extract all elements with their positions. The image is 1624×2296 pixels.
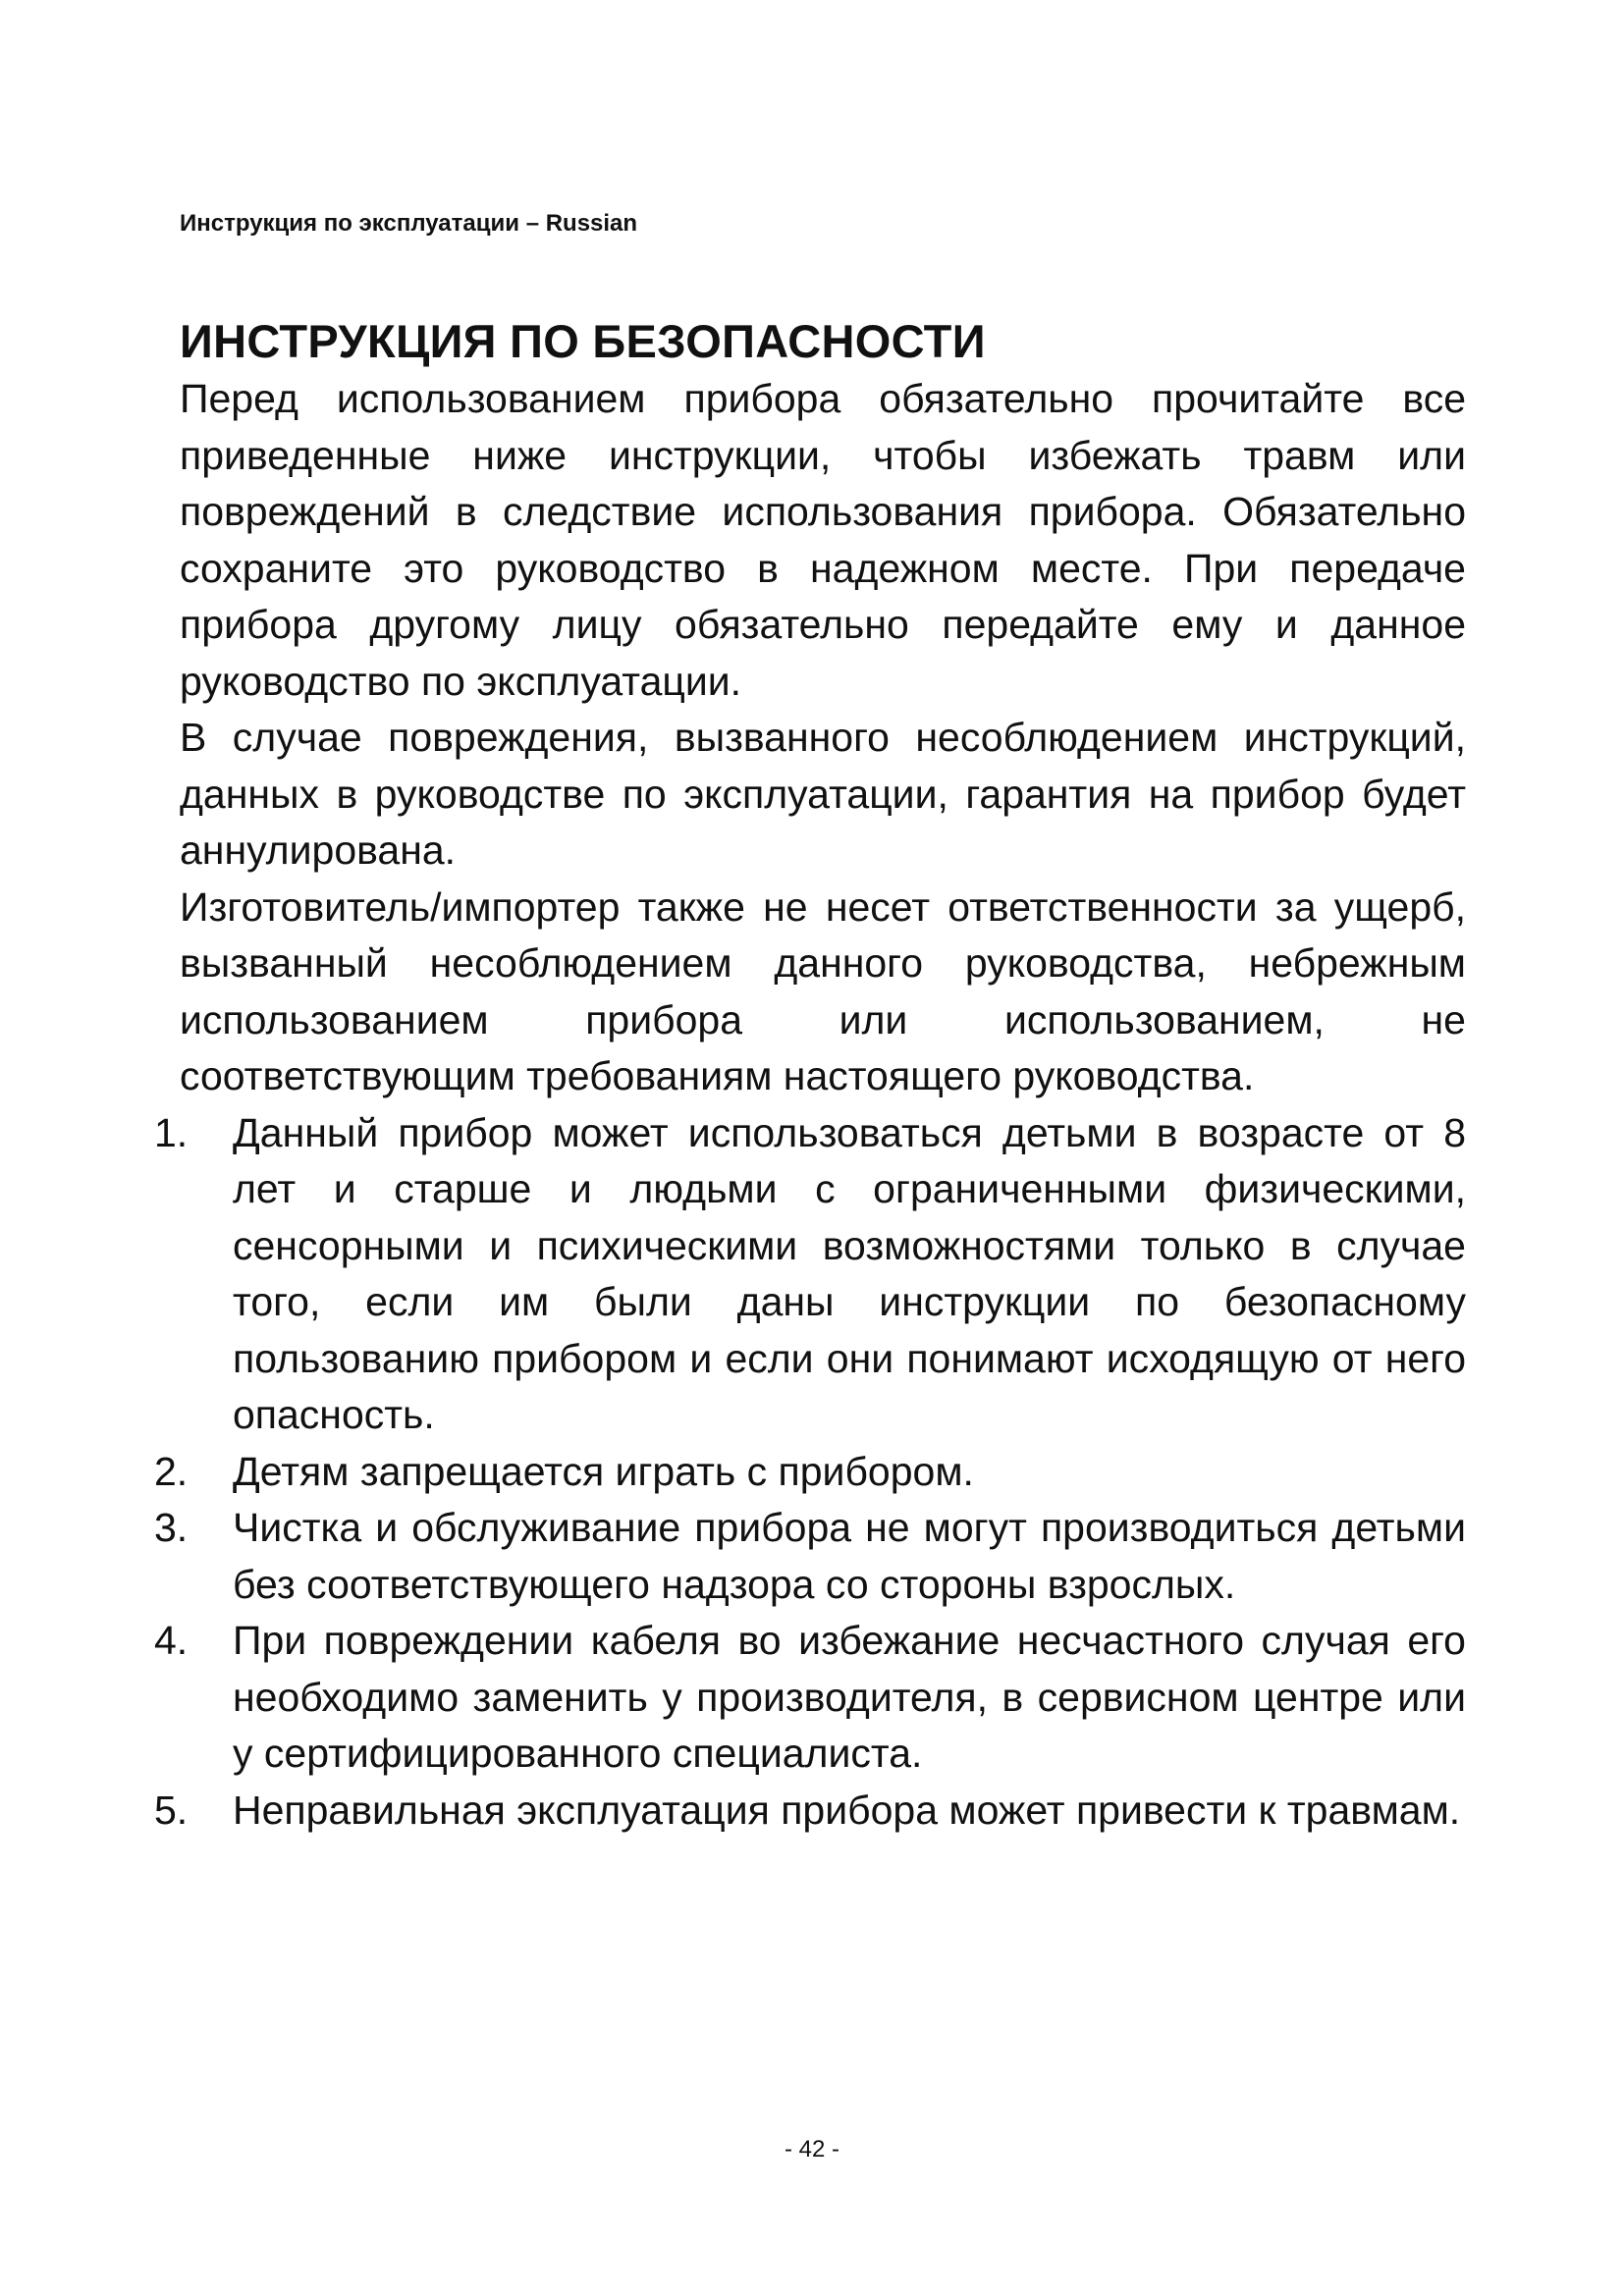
intro-paragraph: Изготовитель/импортер также не несет ответственности за ущерб, вызванный несоблюдением данного руководства, небрежным использованием прибора или использованием, не соответствующим требованиям настоящего руководства.	[180, 883, 1466, 1098]
intro-paragraph: Перед использованием прибора обязательно прочитайте все приведенные ниже инструкции, чтобы избежать травм или повреждений в следствие использования прибора. Обязательно сохраните это руководство в надежном месте. При передаче прибора другому лицу обязательно передайте ему и данное руководство по эксплуатации.	[180, 376, 1466, 704]
list-item	[154, 1444, 1466, 1501]
list-item-text: Чистка и обслуживание прибора не могут производиться детьми без соответствующего надзора со стороны взрослых.	[233, 1505, 1466, 1607]
list-item-number: 5.	[154, 1787, 189, 1833]
list-item-number: 2.	[154, 1448, 189, 1494]
running-header: Инструкция по эксплуатации – Russian	[180, 210, 638, 237]
list-item	[154, 1500, 1466, 1613]
intro-text	[180, 371, 1466, 1105]
list-item-number: 1.	[154, 1109, 189, 1155]
safety-instructions-list	[154, 1105, 1466, 1840]
list-item	[154, 1613, 1466, 1783]
main-content	[154, 312, 1466, 1839]
list-item-text: Неправильная эксплуатация прибора может привести к травмам.	[233, 1787, 1461, 1833]
list-item-text: Данный прибор может использоваться детьми в возрасте от 8 лет и старше и людьми с ограниченными физическими, сенсорными и психическими возможностями только в случае того, если им были даны инструкции по безопасному пользованию прибором и если они понимают исходящую от него опасность.	[233, 1109, 1466, 1437]
page-number: - 42 -	[784, 2136, 839, 2163]
list-item	[154, 1783, 1466, 1840]
list-item-text: При повреждении кабеля во избежание несчастного случая его необходимо заменить у производителя, в сервисном центре или у сертифицированного специалиста.	[233, 1618, 1466, 1776]
list-item-number: 4.	[154, 1618, 189, 1663]
list-item-text: Детям запрещается играть с прибором.	[233, 1448, 974, 1494]
intro-paragraph: В случае повреждения, вызванного несоблюдением инструкций, данных в руководстве по эксплуатации, гарантия на прибор будет аннулирована.	[180, 715, 1466, 873]
list-item	[154, 1105, 1466, 1444]
list-item-number: 3.	[154, 1505, 189, 1550]
section-title: ИНСТРУКЦИЯ ПО БЕЗОПАСНОСТИ	[180, 315, 986, 367]
